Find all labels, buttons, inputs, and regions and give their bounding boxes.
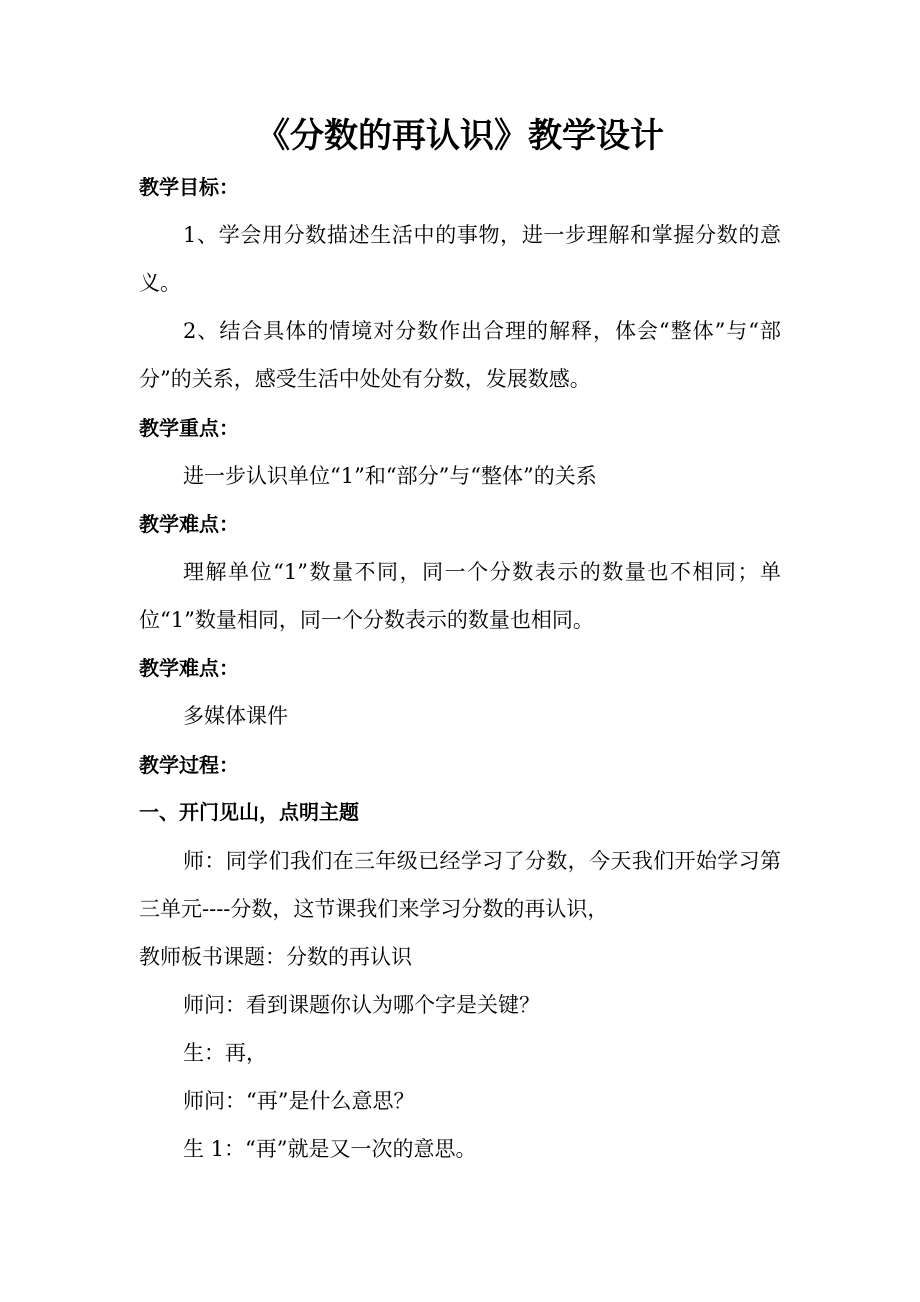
key-points-heading: 教学重点： <box>139 416 239 440</box>
paragraph-6: 生 1：“再”就是又一次的意思。 <box>183 1137 477 1161</box>
objective-2-line-1: 2、结合具体的情境对分数作出合理的解释，体会“整体”与“部 <box>183 319 781 343</box>
paragraph-2: 教师板书课题：分数的再认识 <box>139 945 412 969</box>
paragraph-1-line-2: 三单元----分数，这节课我们来学习分数的再认识， <box>139 897 609 921</box>
paragraph-1-line-1: 师：同学们我们在三年级已经学习了分数，今天我们开始学习第 <box>183 849 781 873</box>
difficulties-line-2: 位“1”数量相同，同一个分数表示的数量也相同。 <box>139 608 594 632</box>
paragraph-5: 师问：“再”是什么意思？ <box>183 1089 415 1113</box>
objective-1-line-2: 义。 <box>139 271 181 295</box>
key-points-text: 进一步认识单位“1”和“部分”与“整体”的关系 <box>183 464 597 488</box>
part-1-heading: 一、开门见山，点明主题 <box>139 800 359 824</box>
objective-2-line-2: 分”的关系，感受生活中处处有分数，发展数感。 <box>139 367 591 391</box>
difficulties-heading: 教学难点： <box>139 512 239 536</box>
process-heading: 教学过程： <box>139 753 239 777</box>
objectives-heading: 教学目标： <box>139 175 239 199</box>
document-title: 《分数的再认识》教学设计 <box>256 116 664 156</box>
difficulties-line-1: 理解单位“1”数量不同，同一个分数表示的数量也不相同；单 <box>183 560 781 584</box>
paragraph-3: 师问：看到课题你认为哪个字是关键？ <box>183 993 540 1017</box>
difficulties-2-heading: 教学难点： <box>139 656 239 680</box>
difficulties-2-text: 多媒体课件 <box>183 704 288 728</box>
objective-1-line-1: 1、学会用分数描述生活中的事物，进一步理解和掌握分数的意 <box>183 223 781 247</box>
paragraph-4: 生：再， <box>183 1041 267 1065</box>
